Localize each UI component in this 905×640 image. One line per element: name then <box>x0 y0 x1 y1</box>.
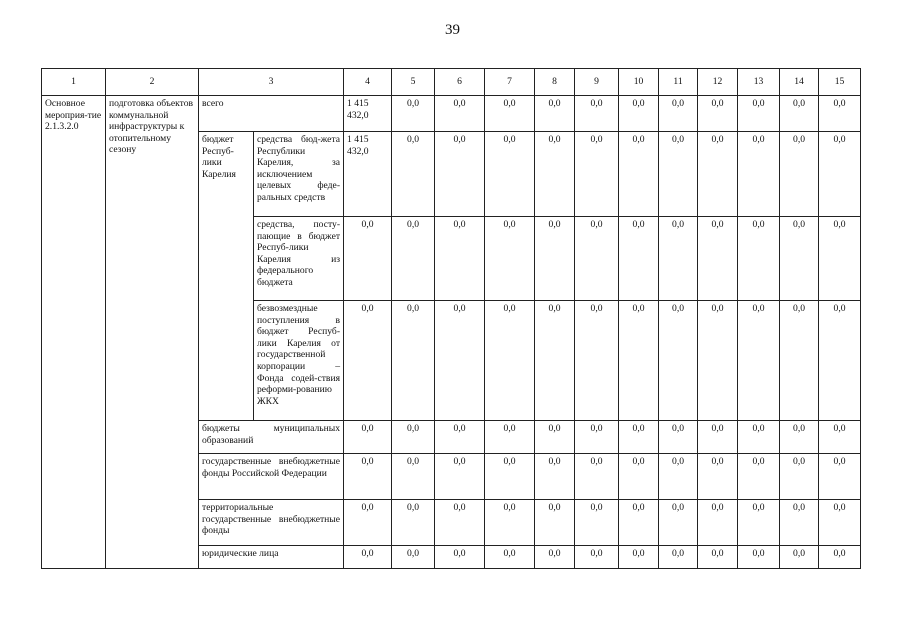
value-cell: 0,0 <box>485 500 535 546</box>
value-cell: 0,0 <box>435 217 485 301</box>
value-cell: 0,0 <box>819 421 861 454</box>
value-cell: 0,0 <box>780 96 819 132</box>
value-cell: 0,0 <box>619 132 659 217</box>
value-cell: 0,0 <box>392 546 435 569</box>
event-name: Основное мероприя-тие 2.1.3.2.0 <box>42 96 106 569</box>
value-cell: 0,0 <box>575 546 619 569</box>
header-cell: 8 <box>535 69 575 96</box>
row-label: бюджеты муниципальных образований <box>199 421 344 454</box>
value-cell: 0,0 <box>435 500 485 546</box>
value-cell: 0,0 <box>738 454 780 500</box>
value-cell: 1 415 432,0 <box>344 96 392 132</box>
value-cell: 0,0 <box>575 96 619 132</box>
value-cell: 0,0 <box>698 546 738 569</box>
value-cell: 0,0 <box>619 500 659 546</box>
value-cell: 0,0 <box>659 301 698 421</box>
value-cell: 0,0 <box>780 132 819 217</box>
value-cell: 0,0 <box>780 301 819 421</box>
value-cell: 0,0 <box>819 96 861 132</box>
value-cell: 0,0 <box>819 546 861 569</box>
value-cell: 0,0 <box>485 454 535 500</box>
value-cell: 0,0 <box>485 421 535 454</box>
value-cell: 0,0 <box>698 500 738 546</box>
header-cell: 1 <box>42 69 106 96</box>
value-cell: 0,0 <box>392 421 435 454</box>
value-cell: 0,0 <box>392 96 435 132</box>
value-cell: 0,0 <box>392 217 435 301</box>
value-cell: 0,0 <box>780 217 819 301</box>
value-cell: 0,0 <box>435 132 485 217</box>
header-cell: 4 <box>344 69 392 96</box>
value-cell: 0,0 <box>619 546 659 569</box>
value-cell: 0,0 <box>575 454 619 500</box>
value-cell: 0,0 <box>485 546 535 569</box>
value-cell: 0,0 <box>344 217 392 301</box>
value-cell: 0,0 <box>435 301 485 421</box>
value-cell: 0,0 <box>485 301 535 421</box>
value-cell: 0,0 <box>819 132 861 217</box>
budget-table <box>41 68 861 569</box>
value-cell: 0,0 <box>392 132 435 217</box>
value-cell: 0,0 <box>738 500 780 546</box>
header-cell: 9 <box>575 69 619 96</box>
value-cell: 0,0 <box>485 96 535 132</box>
value-cell: 0,0 <box>344 546 392 569</box>
value-cell: 0,0 <box>435 454 485 500</box>
header-cell: 12 <box>698 69 738 96</box>
value-cell: 0,0 <box>738 546 780 569</box>
value-cell: 0,0 <box>435 96 485 132</box>
value-cell: 0,0 <box>698 454 738 500</box>
value-cell: 0,0 <box>344 500 392 546</box>
value-cell: 0,0 <box>659 96 698 132</box>
table-row <box>42 96 861 132</box>
row-label: безвозмездные поступления в бюджет Респуб-лики Карелия от государственной корпорации – Фонда содей-ствия реформи-рованию ЖКХ <box>254 301 344 421</box>
value-cell: 0,0 <box>485 217 535 301</box>
value-cell: 0,0 <box>819 217 861 301</box>
value-cell: 0,0 <box>575 500 619 546</box>
header-cell: 3 <box>199 69 344 96</box>
value-cell: 1 415 432,0 <box>344 132 392 217</box>
value-cell: 0,0 <box>575 132 619 217</box>
value-cell: 0,0 <box>738 217 780 301</box>
row-label: территориальные государственные внебюджетные фонды <box>199 500 344 546</box>
row-label: средства бюд-жета Республики Карелия, за исключением целевых феде-ральных средств <box>254 132 344 217</box>
value-cell: 0,0 <box>344 454 392 500</box>
header-cell: 13 <box>738 69 780 96</box>
value-cell: 0,0 <box>619 454 659 500</box>
header-cell: 11 <box>659 69 698 96</box>
value-cell: 0,0 <box>698 96 738 132</box>
value-cell: 0,0 <box>659 421 698 454</box>
row-label: всего <box>199 96 344 132</box>
header-cell: 5 <box>392 69 435 96</box>
value-cell: 0,0 <box>698 421 738 454</box>
value-cell: 0,0 <box>575 301 619 421</box>
value-cell: 0,0 <box>738 301 780 421</box>
row-label: юридические лица <box>199 546 344 569</box>
value-cell: 0,0 <box>780 421 819 454</box>
row-label: средства, посту-пающие в бюджет Респуб-лики Карелия из федерального бюджета <box>254 217 344 301</box>
header-cell: 6 <box>435 69 485 96</box>
value-cell: 0,0 <box>819 500 861 546</box>
page-number: 39 <box>445 22 460 38</box>
value-cell: 0,0 <box>698 301 738 421</box>
value-cell: 0,0 <box>659 454 698 500</box>
value-cell: 0,0 <box>619 421 659 454</box>
value-cell: 0,0 <box>780 500 819 546</box>
value-cell: 0,0 <box>619 217 659 301</box>
value-cell: 0,0 <box>535 421 575 454</box>
value-cell: 0,0 <box>575 217 619 301</box>
value-cell: 0,0 <box>392 454 435 500</box>
value-cell: 0,0 <box>738 132 780 217</box>
value-cell: 0,0 <box>535 132 575 217</box>
budget-group-label: бюджет Респуб-лики Карелия <box>199 132 254 421</box>
value-cell: 0,0 <box>698 217 738 301</box>
value-cell: 0,0 <box>344 301 392 421</box>
header-cell: 7 <box>485 69 535 96</box>
value-cell: 0,0 <box>698 132 738 217</box>
value-cell: 0,0 <box>535 500 575 546</box>
value-cell: 0,0 <box>535 546 575 569</box>
value-cell: 0,0 <box>819 301 861 421</box>
value-cell: 0,0 <box>535 301 575 421</box>
value-cell: 0,0 <box>535 96 575 132</box>
value-cell: 0,0 <box>738 421 780 454</box>
row-label: государственные внебюджетные фонды Российской Федерации <box>199 454 344 500</box>
header-cell: 15 <box>819 69 861 96</box>
value-cell: 0,0 <box>819 454 861 500</box>
value-cell: 0,0 <box>659 500 698 546</box>
event-description: подготовка объектов коммунальной инфраструктуры к отопительному сезону <box>106 96 199 569</box>
value-cell: 0,0 <box>780 454 819 500</box>
value-cell: 0,0 <box>738 96 780 132</box>
value-cell: 0,0 <box>619 96 659 132</box>
value-cell: 0,0 <box>535 217 575 301</box>
value-cell: 0,0 <box>575 421 619 454</box>
value-cell: 0,0 <box>435 421 485 454</box>
value-cell: 0,0 <box>344 421 392 454</box>
value-cell: 0,0 <box>485 132 535 217</box>
header-row <box>42 69 861 96</box>
header-cell: 2 <box>106 69 199 96</box>
value-cell: 0,0 <box>780 546 819 569</box>
header-cell: 10 <box>619 69 659 96</box>
value-cell: 0,0 <box>659 546 698 569</box>
value-cell: 0,0 <box>392 301 435 421</box>
value-cell: 0,0 <box>435 546 485 569</box>
value-cell: 0,0 <box>659 132 698 217</box>
header-cell: 14 <box>780 69 819 96</box>
value-cell: 0,0 <box>619 301 659 421</box>
value-cell: 0,0 <box>659 217 698 301</box>
value-cell: 0,0 <box>535 454 575 500</box>
value-cell: 0,0 <box>392 500 435 546</box>
